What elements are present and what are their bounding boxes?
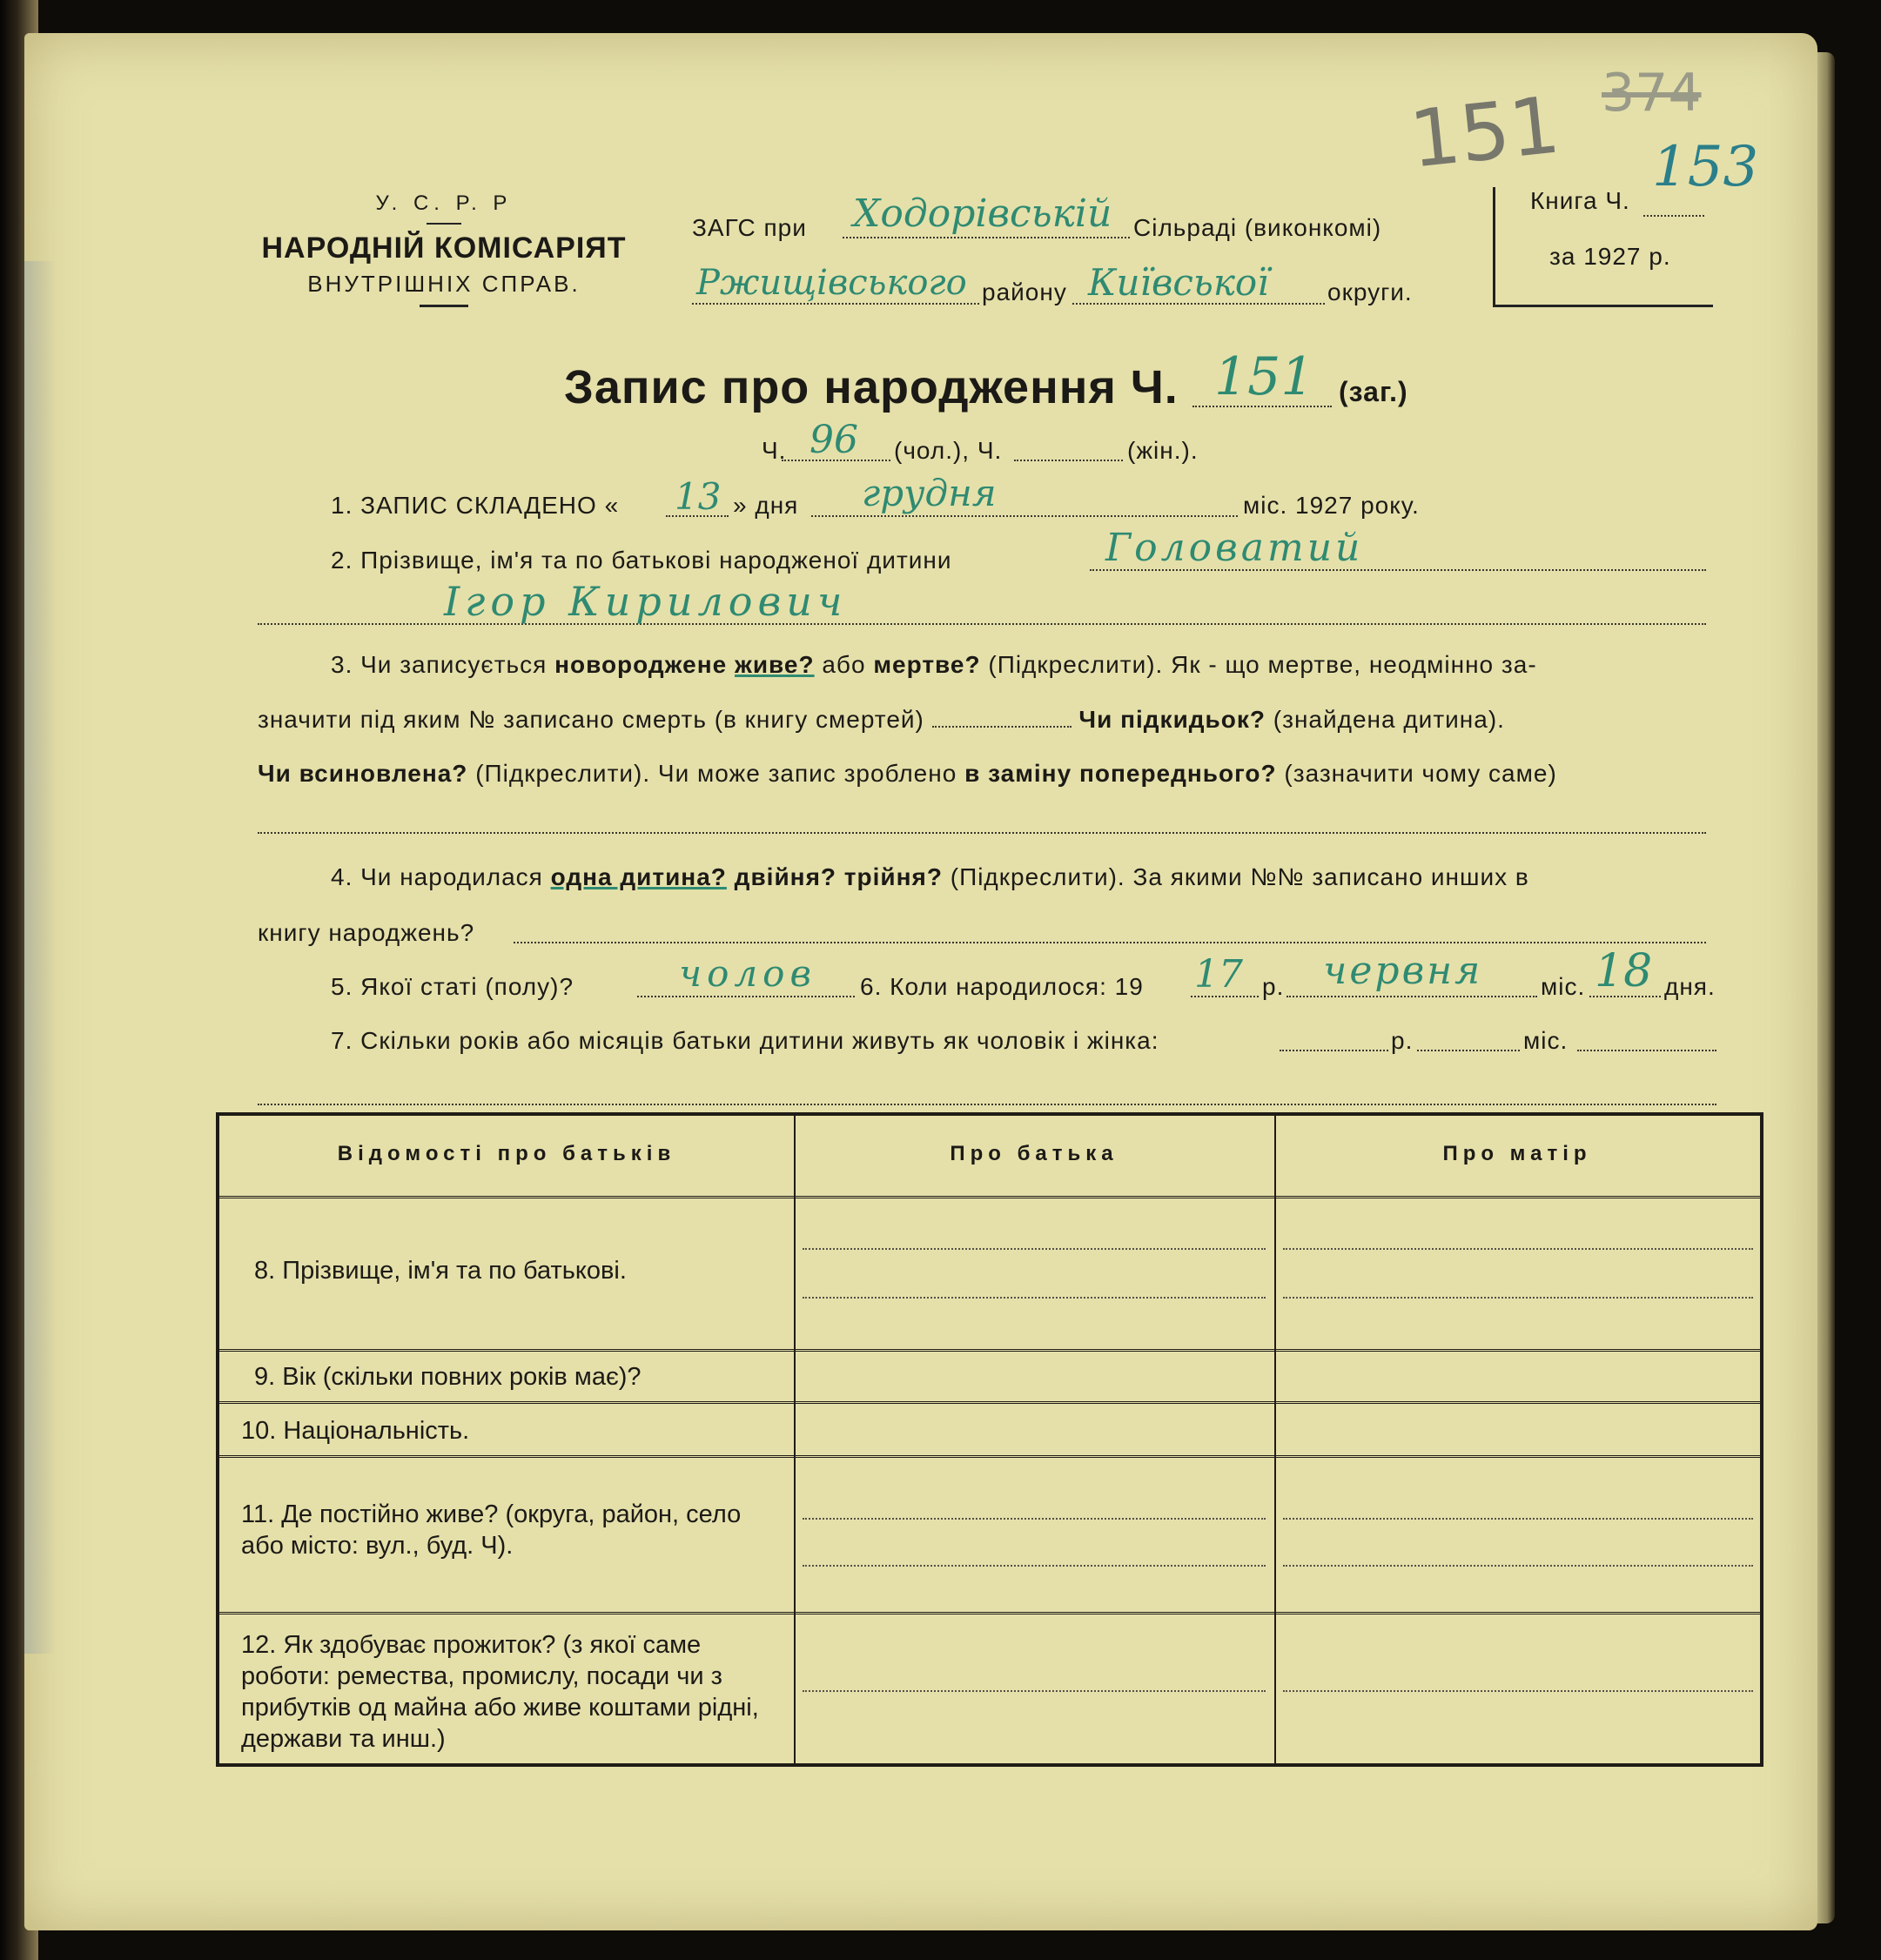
divider: [427, 223, 461, 225]
zags-council-suffix: Сільраді (виконкомі): [1133, 214, 1382, 241]
option-replacement: в заміну попереднього?: [964, 760, 1277, 787]
field-6-r: р.: [1262, 973, 1285, 1000]
handwritten-given-names: Ігор Кирилович: [444, 578, 848, 625]
option-alive-underlined: живе?: [734, 651, 815, 678]
fill-line: [1280, 1050, 1388, 1051]
pencil-crossed-number: 374: [1602, 63, 1702, 124]
fill-line: [843, 237, 1130, 238]
handwritten-male-number: 96: [810, 418, 858, 462]
handwritten-district: Ржищівського: [696, 263, 967, 303]
page-edge: [1816, 52, 1835, 1923]
option-dead: мертве?: [873, 651, 981, 678]
fill-line: [258, 1104, 1716, 1105]
female-label: (жін.).: [1127, 437, 1199, 464]
book-number-box: [1493, 135, 1759, 307]
field-7-r: р.: [1391, 1027, 1414, 1054]
fill-line: [1014, 460, 1123, 461]
handwritten-surname: Головатий: [1105, 526, 1364, 570]
field-3-text: (знайдена дитина).: [1273, 706, 1505, 733]
record-title: Запис про народження Ч.: [564, 361, 1179, 413]
handwritten-day: 13: [675, 475, 722, 518]
fill-line: [258, 832, 1706, 834]
fill-line: [1283, 1248, 1753, 1250]
option-foundling: Чи підкидьок?: [1078, 706, 1266, 733]
org-name: НАРОДНІЙ КОМІСАРІЯТ: [261, 232, 627, 265]
field-1-end: міс. 1927 року.: [1243, 492, 1420, 519]
option-newborn: новороджене: [554, 651, 728, 678]
field-3-line2: [258, 706, 1505, 734]
male-label: (чол.), Ч.: [894, 437, 1003, 464]
handwritten-okrug: Київської: [1088, 261, 1269, 304]
org-department: ВНУТРІШНІХ СПРАВ.: [307, 271, 581, 297]
fill-line: [692, 303, 979, 305]
handwritten-month: грудня: [862, 472, 997, 514]
field-1-mid: » дня: [733, 492, 799, 519]
book-year: за 1927 р.: [1549, 243, 1671, 270]
handwritten-birth-month: червня: [1323, 949, 1483, 993]
option-triplets: трійня?: [843, 863, 943, 890]
handwritten-sex: чолов: [679, 952, 816, 995]
field-4-text: (Підкреслити). За якими №№ записано инших в: [950, 863, 1529, 890]
fill-line: [1643, 215, 1704, 217]
row-divider: [219, 1455, 1760, 1458]
okrug-label: округи.: [1327, 279, 1413, 305]
row-divider: [219, 1196, 1760, 1198]
column-header: Про матір: [1442, 1142, 1592, 1165]
fill-line: [1577, 1050, 1716, 1051]
column-header: Про батька: [950, 1142, 1119, 1165]
table-row-label: 10. Національність.: [241, 1417, 470, 1445]
field-3-text: (зазначити чому саме): [1284, 760, 1557, 787]
row-divider: [219, 1401, 1760, 1404]
table-row-label: 11. Де постійно живе? (округа, район, село або місто: вул., буд. Ч).: [241, 1500, 742, 1560]
field-6-label: 6. Коли народилося: 19: [860, 973, 1144, 1000]
row-divider: [219, 1349, 1760, 1352]
field-3-text: значити під яким № записано смерть (в книгу смертей): [258, 706, 924, 733]
zags-prefix: ЗАГС при: [692, 214, 807, 241]
field-3-line3: [258, 760, 1557, 788]
country-label: У. С. Р. Р: [375, 191, 513, 215]
field-5-label: 5. Якої статі (полу)?: [331, 973, 574, 1000]
binding-stain: [24, 261, 56, 1654]
handwritten-council: Ходорівській: [853, 191, 1112, 236]
column-divider: [1274, 1116, 1276, 1763]
fill-line: [803, 1248, 1266, 1250]
book-label: Книга Ч.: [1530, 187, 1630, 214]
total-label: (заг.): [1339, 376, 1408, 407]
fill-line: [803, 1565, 1266, 1567]
fill-line: [1417, 1050, 1520, 1051]
handwritten-birth-day: 18: [1595, 945, 1653, 997]
handwritten-book-number: 153: [1652, 135, 1759, 199]
issuing-authority: [261, 191, 627, 314]
fill-line: [932, 726, 1071, 728]
handwritten-record-number: 151: [1214, 346, 1314, 407]
option-twins: двійня?: [734, 863, 837, 890]
field-3-text: 3. Чи записується: [331, 651, 548, 678]
field-1-label: 1. ЗАПИС СКЛАДЕНО «: [331, 492, 620, 519]
column-divider: [794, 1116, 796, 1763]
fill-line: [1283, 1690, 1753, 1692]
option-adopted: Чи всиновлена?: [258, 760, 468, 787]
field-4-line1: [331, 863, 1529, 891]
row-divider: [219, 1612, 1760, 1614]
field-7-label: 7. Скільки років або місяців батьки дитини живуть як чоловік і жінка:: [331, 1027, 1159, 1054]
field-4-line2: книгу народжень?: [258, 919, 475, 946]
divider: [420, 305, 468, 307]
fill-line: [637, 996, 855, 997]
column-header: Відомості про батьків: [337, 1142, 676, 1165]
fill-line: [514, 942, 1706, 943]
handwritten-birth-year: 17: [1194, 952, 1243, 997]
fill-line: [1283, 1518, 1753, 1520]
fill-line: [803, 1518, 1266, 1520]
field-6-mis: міс.: [1541, 973, 1586, 1000]
district-label: району: [982, 279, 1067, 305]
field-6-dnia: дня.: [1664, 973, 1716, 1000]
fill-line: [1286, 996, 1537, 997]
fill-line: [803, 1690, 1266, 1692]
table-row-label: 12. Як здобуває прожиток? (з якої саме роботи: ремества, промислу, посади чи з прибутків од майна або живе коштами рідні, держави та инш.): [241, 1631, 759, 1753]
sub-prefix: Ч.: [762, 437, 787, 464]
option-single-underlined: одна дитина?: [550, 863, 727, 890]
fill-line: [811, 515, 1238, 517]
field-3-text: (Підкреслити). Чи може запис зроблено: [475, 760, 957, 787]
table-row-label: 8. Прізвище, ім'я та по батькові.: [254, 1257, 627, 1285]
fill-line: [803, 1297, 1266, 1299]
field-3-text: (Підкреслити). Як - що мертве, неодмінно за-: [988, 651, 1537, 678]
fill-line: [1283, 1297, 1753, 1299]
field-4-text: 4. Чи народилася: [331, 863, 543, 890]
field-7-mis: міс.: [1523, 1027, 1569, 1054]
field-2-label: 2. Прізвище, ім'я та по батькові народженої дитини: [331, 547, 952, 574]
field-3-line1: [331, 651, 1537, 679]
pencil-archive-number: 151: [1405, 79, 1564, 186]
field-3-text: або: [822, 651, 866, 678]
table-row-label: 9. Вік (скільки повних років має)?: [254, 1363, 642, 1391]
parents-table: [216, 1112, 1763, 1767]
fill-line: [1283, 1565, 1753, 1567]
